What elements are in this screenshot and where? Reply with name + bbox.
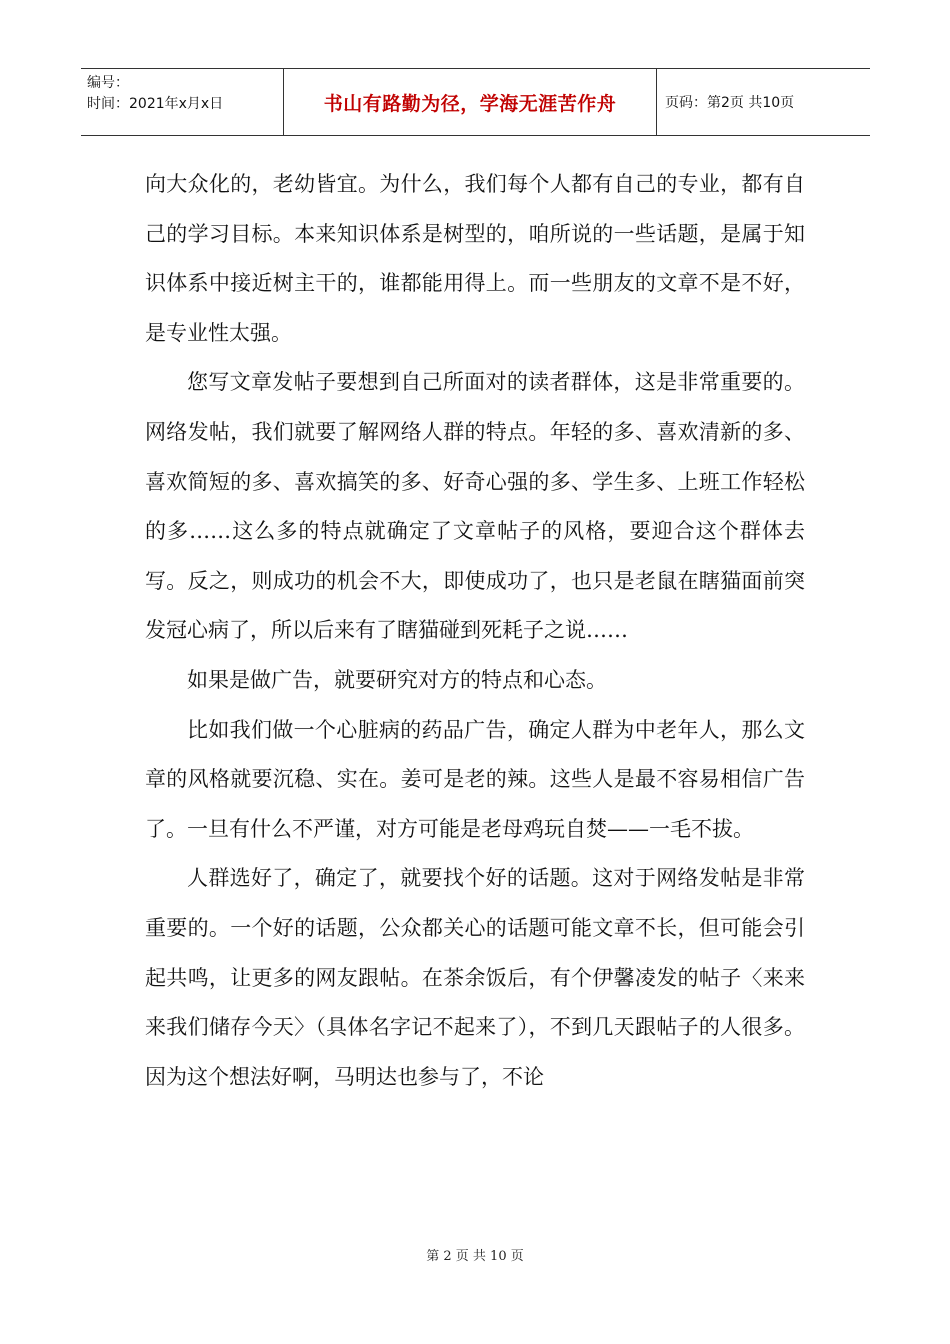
body-paragraph-5: 人群选好了，确定了，就要找个好的话题。这对于网络发帖是非常重要的。一个好的话题，公众都关心的话题可能文章不长，但可能会引起共鸣，让更多的网友跟帖。在茶余饭后，有个伊馨凌发的帖子〈来来来我们储存今天〉（具体名字记不起来了），不到几天跟帖子的人很多。因为这个想法好啊，马明达也参与了，不论: [145, 866, 805, 1089]
body-paragraph-2: 您写文章发帖子要想到自己所面对的读者群体，这是非常重要的。网络发帖，我们就要了解网络人群的特点。年轻的多、喜欢清新的多、喜欢简短的多、喜欢搞笑的多、好奇心强的多、学生多、上班工作轻松的多……这么多的特点就确定了文章帖子的风格，要迎合这个群体去写。反之，则成功的机会不大，即使成功了，也只是老鼠在瞎猫面前突发冠心病了，所以后来有了瞎猫碰到死耗子之说……: [145, 370, 805, 643]
document-date: 时间：2021年x月x日: [87, 96, 224, 112]
page-footer: 第 2 页 共 10 页: [426, 1249, 524, 1264]
document-number-label: 编号：: [87, 75, 129, 91]
document-body: [145, 160, 805, 1102]
header-motto: 书山有路勤为径，学海无涯苦作舟: [284, 69, 657, 135]
header-meta-cell: [81, 69, 284, 135]
document-header: [81, 68, 870, 136]
body-paragraph-1: 向大众化的，老幼皆宜。为什么，我们每个人都有自己的专业，都有自己的学习目标。本来知识体系是树型的，咱所说的一些话题，是属于知识体系中接近树主干的，谁都能用得上。而一些朋友的文章不是不好，是专业性太强。: [145, 172, 805, 345]
header-page-info: 页码：第2页 共10页: [665, 95, 795, 111]
body-paragraph-4: 比如我们做一个心脏病的药品广告，确定人群为中老年人，那么文章的风格就要沉稳、实在。姜可是老的辣。这些人是最不容易相信广告了。一旦有什么不严谨，对方可能是老母鸡玩自焚——一毛不拔。: [145, 717, 805, 841]
body-paragraph-3: 如果是做广告，就要研究对方的特点和心态。: [187, 667, 607, 692]
